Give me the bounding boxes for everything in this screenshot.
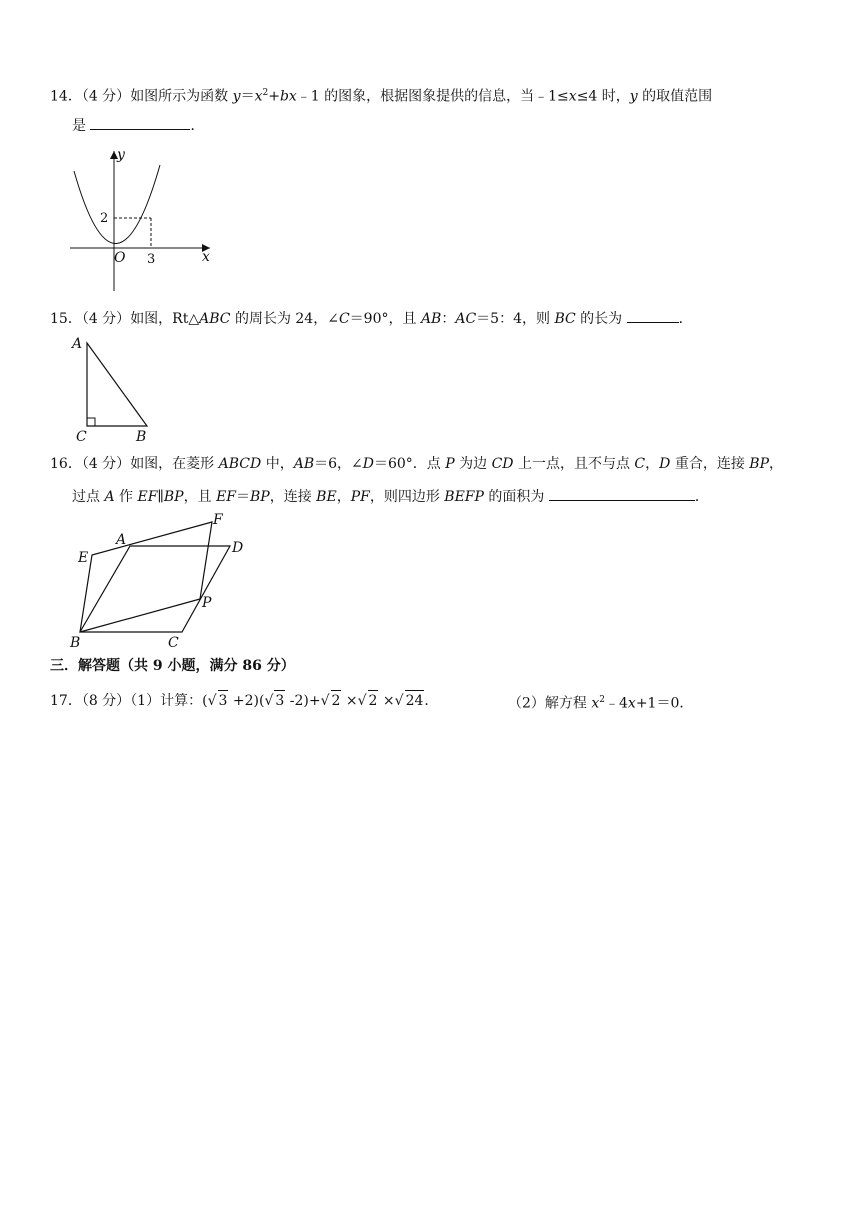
y-axis-label: y (117, 147, 125, 163)
text: 重合，连接 (670, 456, 750, 472)
var: ABCD (218, 456, 262, 472)
tick-x-3: 3 (147, 252, 156, 267)
text: × (378, 693, 395, 709)
label-A: A (116, 532, 127, 548)
text: 的长为 (575, 311, 627, 327)
paren: ) (253, 693, 259, 709)
q16-line1 (50, 454, 783, 474)
text: 是 (72, 118, 91, 134)
tick-y-2: 2 (100, 211, 109, 226)
var: AC (455, 311, 477, 327)
q15-line (50, 308, 693, 329)
var: BEFP (444, 489, 484, 505)
q14-line2 (72, 115, 204, 136)
q14-text: 如图所示为函数 (130, 88, 233, 105)
text: ≤4 时， (576, 88, 630, 105)
q16-line2 (72, 486, 709, 507)
var: BP (250, 489, 270, 505)
var: y (629, 88, 638, 105)
var: EF (137, 489, 158, 505)
text: ： (441, 311, 456, 327)
origin-label: O (114, 250, 126, 266)
var: BC (554, 311, 576, 327)
text: ﹣1 的图象，根据图象提供的信息，当﹣1≤ (296, 88, 569, 105)
text: 如图，在菱形 (130, 456, 219, 472)
q17-number: 17． (50, 693, 82, 709)
text: （2）解方程 (508, 695, 592, 712)
var: ABC (199, 311, 231, 327)
q17-score: （8 分） (81, 693, 131, 709)
var: P (445, 456, 455, 472)
q16-number: 16． (50, 456, 82, 472)
label-D: D (232, 540, 244, 556)
section-heading: 三．解答题（共 9 小题，满分 86 分） (50, 658, 295, 674)
text: 作 (114, 489, 138, 505)
x-axis-label: x (202, 249, 210, 265)
text: 如图，Rt△ (130, 311, 200, 327)
text: 中， (261, 456, 294, 472)
var: PF (350, 489, 370, 505)
q15-number: 15． (50, 311, 82, 327)
radicand: 2 (331, 690, 342, 711)
var: D (362, 456, 374, 472)
text: ∥ (157, 489, 164, 505)
var: AB (420, 311, 442, 327)
q16-score: （4 分） (81, 456, 131, 472)
text: + (308, 693, 321, 709)
label-C: C (76, 429, 87, 445)
var: y (232, 88, 241, 105)
text: ． (678, 311, 693, 327)
text: ． (694, 489, 709, 505)
text: ， (336, 489, 351, 505)
label-E: E (78, 550, 89, 566)
text: +1＝0． (635, 695, 694, 712)
text: × (341, 693, 358, 709)
q17-part2 (508, 690, 693, 714)
radicand: 3 (274, 690, 285, 711)
q17-line: 17．（8 分）（1）计算：(√ 3 +2)(√ 3 -2)+√ 2 ×√ 2 ×√ 24． (50, 690, 438, 711)
var: x (568, 88, 577, 105)
text: ＝ (240, 88, 255, 105)
var: C (338, 311, 350, 327)
text: 的周长为 24，∠ (230, 311, 339, 327)
label-B: B (136, 429, 147, 445)
var: D (659, 456, 671, 472)
q14-score: （4 分） (81, 88, 131, 105)
text: 上一点，且不与点 (513, 456, 635, 472)
label-C: C (168, 635, 179, 651)
radicand: 3 (218, 690, 229, 711)
var: x (591, 695, 600, 712)
text: （1）计算： (130, 693, 203, 709)
text: ＝90°，且 (349, 311, 421, 327)
text: ． (424, 693, 439, 709)
q15-score: （4 分） (81, 311, 131, 327)
label-P: P (202, 595, 212, 611)
var: x (627, 695, 636, 712)
text: ， (645, 456, 660, 472)
label-A: A (72, 336, 83, 352)
text: ，连接 (269, 489, 317, 505)
text: ﹣4 (605, 695, 628, 712)
q14-line1 (50, 83, 712, 107)
text: 的取值范围 (637, 88, 713, 105)
answer-blank[interactable] (549, 486, 695, 501)
paren: ( (258, 693, 265, 709)
exponent: 2 (262, 88, 269, 98)
paren: ( (202, 693, 208, 709)
q14-parabola-graph (60, 143, 220, 293)
text: 过点 (72, 489, 105, 505)
text: + (268, 88, 280, 105)
answer-blank[interactable] (90, 115, 190, 130)
text: ． (190, 118, 205, 134)
q15-triangle-figure (70, 333, 170, 445)
text: ＝5：4，则 (476, 311, 555, 327)
var: C (634, 456, 646, 472)
radicand: 2 (368, 690, 379, 711)
text: ，且 (183, 489, 217, 505)
var: BP (749, 456, 769, 472)
text: -2 (285, 693, 304, 709)
var: BP (163, 489, 184, 505)
var: EF (216, 489, 236, 505)
exponent: 2 (599, 695, 605, 705)
var: CD (491, 456, 514, 472)
answer-blank[interactable] (627, 308, 679, 323)
paren: ) (303, 693, 309, 709)
var: x (254, 88, 263, 105)
q16-rhombus-figure (66, 510, 256, 650)
var: BE (316, 489, 337, 505)
var: AB (293, 456, 315, 472)
text: ＝60°．点 (373, 456, 446, 472)
q14-number: 14． (50, 88, 82, 105)
radicand: 24 (405, 690, 425, 711)
text: ， (769, 456, 783, 472)
text: 的面积为 (483, 489, 549, 505)
text: 为边 (454, 456, 492, 472)
text: ，则四边形 (369, 489, 445, 505)
text: +2 (228, 693, 254, 709)
var: A (104, 489, 115, 505)
text: ＝ (236, 489, 250, 505)
var: bx (279, 88, 297, 105)
label-B: B (70, 635, 81, 651)
label-F: F (213, 512, 223, 528)
text: ＝6，∠ (314, 456, 363, 472)
